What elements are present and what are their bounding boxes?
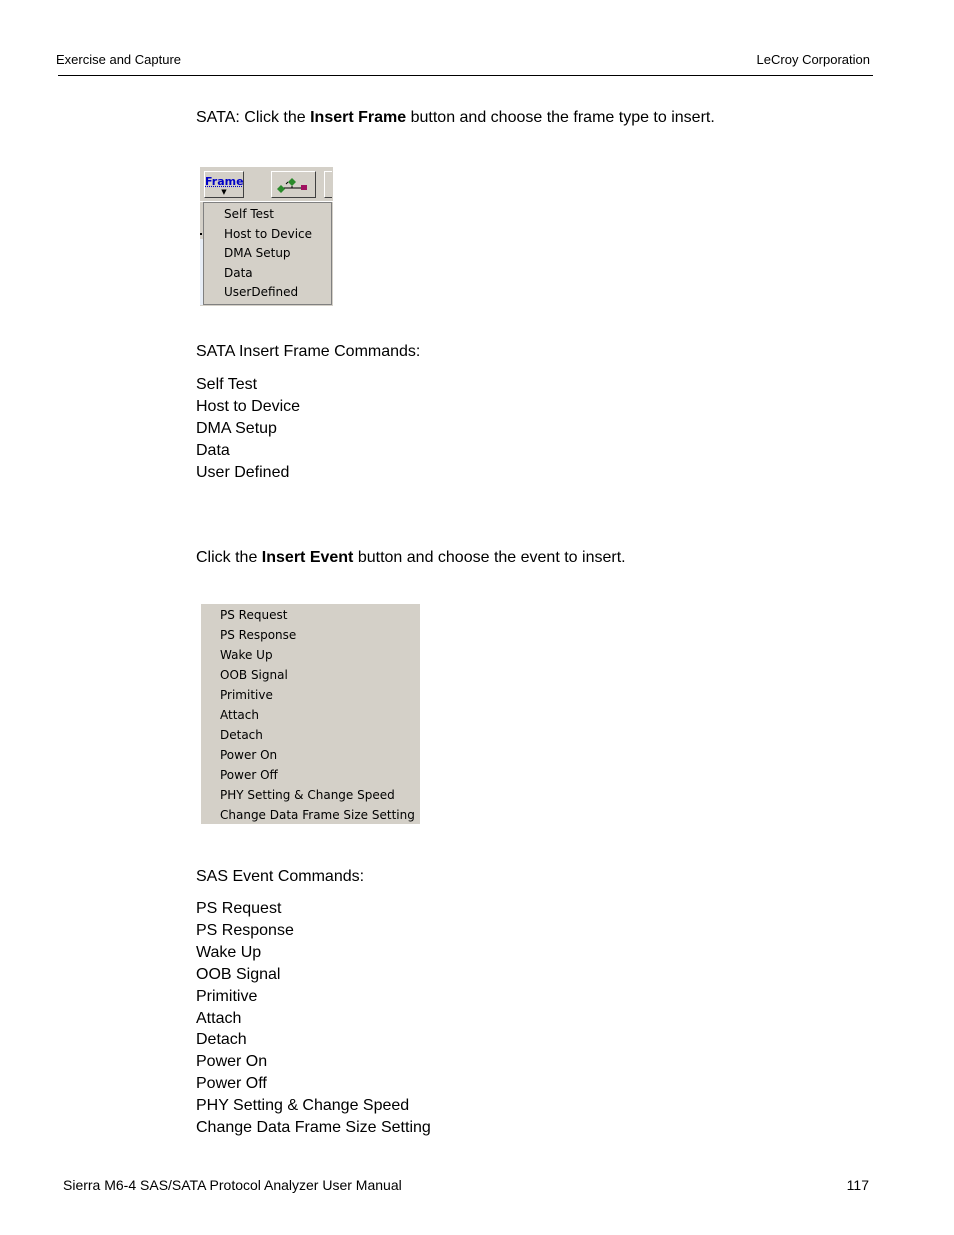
menu-item-change-frame-size[interactable]: Change Data Frame Size Setting [220,808,415,822]
frame-commands-title: SATA Insert Frame Commands: [196,343,421,360]
insert-event-instruction: Click the Insert Event button and choose the event to insert. [196,549,626,566]
chevron-down-icon: ▼ [221,188,227,196]
menu-item-data[interactable]: Data [224,266,253,280]
header-company: LeCroy Corporation [756,52,870,67]
list-item: OOB Signal [196,965,281,983]
menu-item-wake-up[interactable]: Wake Up [220,648,273,662]
toolbar-edge [324,171,332,198]
footer-manual-title: Sierra M6-4 SAS/SATA Protocol Analyzer User Manual [63,1177,402,1193]
menu-item-host-to-device[interactable]: Host to Device [224,227,313,241]
menu-item-ps-request[interactable]: PS Request [220,608,288,622]
insert-event-button[interactable] [271,171,316,198]
menu-item-primitive[interactable]: Primitive [220,688,273,702]
insert-frame-button-label: Frame [205,175,244,188]
header-rule [58,75,873,76]
frame-type-dropdown [203,202,332,305]
menu-item-detach[interactable]: Detach [220,728,263,742]
list-item: Host to Device [196,397,301,415]
menu-item-user-defined[interactable]: UserDefined [224,285,299,299]
list-item: Data [196,441,230,459]
divider-mark [200,233,202,235]
menu-item-ps-response[interactable]: PS Response [220,628,297,642]
event-commands-title: SAS Event Commands: [196,868,365,885]
page-number: 117 [846,1177,869,1193]
menu-item-phy-setting[interactable]: PHY Setting & Change Speed [220,788,395,802]
list-item: User Defined [196,463,290,481]
frame-commands-list [196,374,300,484]
list-item: Power Off [196,1075,267,1093]
menu-item-attach[interactable]: Attach [220,708,259,722]
event-commands-list [196,898,431,1139]
menu-item-power-on[interactable]: Power On [220,748,278,762]
list-item: PHY Setting & Change Speed [196,1097,410,1115]
list-item: Self Test [196,376,258,393]
header-section-title: Exercise and Capture [56,52,182,67]
insert-frame-screenshot [200,167,333,306]
list-item: PS Request [196,900,282,917]
list-item: Power On [196,1053,268,1071]
menu-item-power-off[interactable]: Power Off [220,768,278,782]
insert-frame-instruction: SATA: Click the Insert Frame button and choose the frame type to insert. [196,109,715,126]
list-item: DMA Setup [196,419,277,437]
list-item: Change Data Frame Size Setting [196,1119,431,1137]
list-item: Attach [196,1009,242,1027]
insert-event-icon [277,176,311,194]
menu-item-oob-signal[interactable]: OOB Signal [220,668,288,682]
menu-item-dma-setup[interactable]: DMA Setup [224,246,291,260]
list-item: Wake Up [196,943,262,961]
list-item: Primitive [196,987,258,1005]
list-item: Detach [196,1031,247,1049]
list-item: PS Response [196,921,294,939]
toolbar [200,167,333,202]
insert-event-menu-screenshot [201,604,420,824]
menu-item-self-test[interactable]: Self Test [224,207,275,221]
insert-frame-button[interactable] [204,171,244,198]
